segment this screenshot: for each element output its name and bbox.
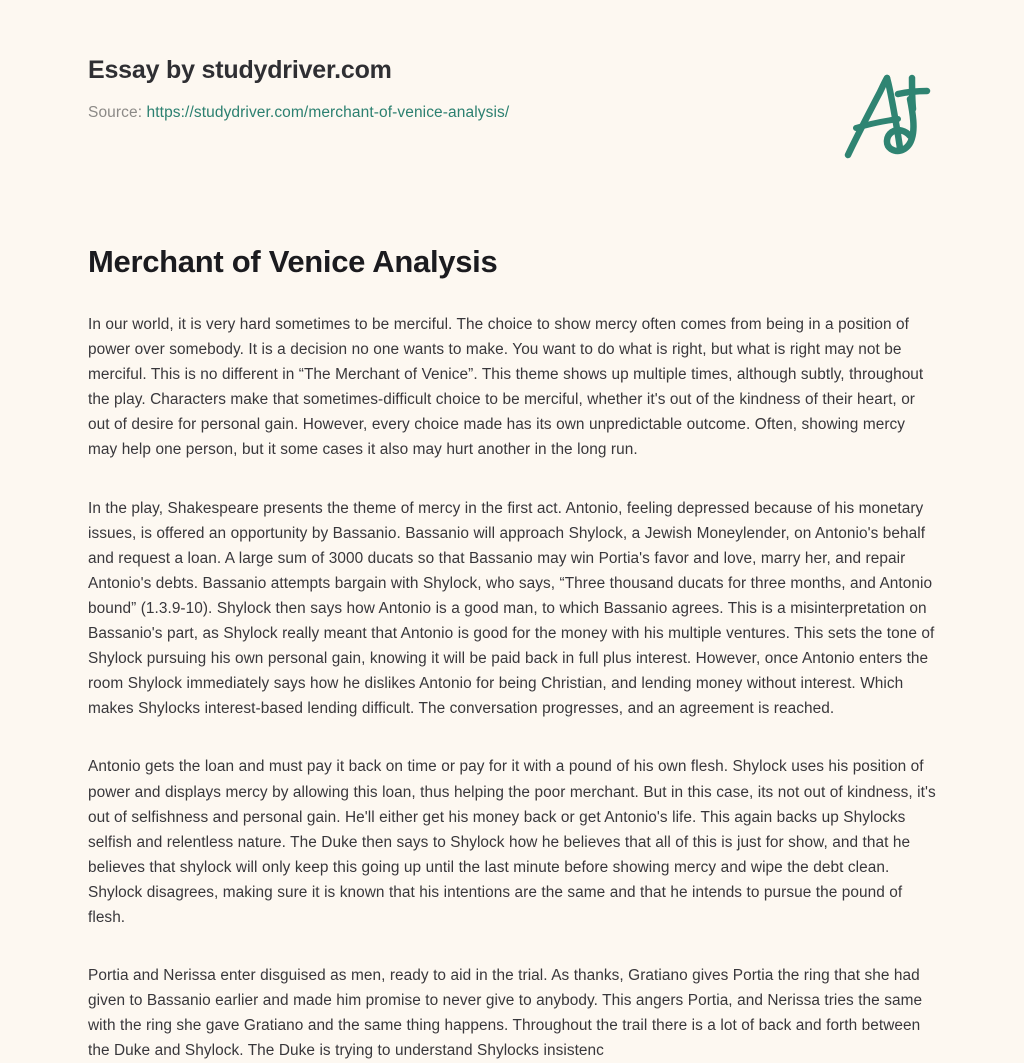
source-line (88, 103, 936, 123)
essay-paragraph: Antonio gets the loan and must pay it back on time or pay for it with a pound of his own flesh. Shylock uses his position of power and displays mercy by allowing this loan, thus helping the poor merchant. But in this case, its not out of kindness, it's out of selfishness and personal gain. He'll either get his money back or get Antonio's life. This again backs up Shylocks selfish and relentless nature. The Duke then says to Shylock how he believes that all of this is just for show, and that he believes that shylock will only keep this going up until the last minute before showing mercy and wipe the debt clean. Shylock disagrees, making sure it is known that his intentions are the same and that he intends to pursue the pound of flesh. (88, 758, 936, 926)
source-url-link[interactable]: https://studydriver.com/merchant-of-venice-analysis/ (146, 104, 510, 121)
essay-paragraph: In our world, it is very hard sometimes to be merciful. The choice to show mercy often comes from being in a position of power over somebody. It is a decision no one wants to make. You want to do what is right, but what is right may not be merciful. This is no different in “The Merchant of Venice”. This theme shows up multiple times, although subtly, throughout the play. Characters make that sometimes-difficult choice to be merciful, whether it's out of the kindness of their heart, or out of desire for personal gain. However, every choice made has its own unpredictable outcome. Often, showing mercy may help one person, but it some cases it also may hurt another in the long run. (88, 316, 924, 459)
a-plus-logo-icon (836, 66, 940, 170)
page-header (88, 55, 936, 185)
brand-heading: Essay by studydriver.com (88, 56, 392, 84)
page-title: Merchant of Venice Analysis (88, 244, 498, 279)
essay-paragraph: In the play, Shakespeare presents the theme of mercy in the first act. Antonio, feeling depressed because of his monetary issues, is offered an opportunity by Bassanio. Bassanio will approach Shylock, a Jewish Moneylender, on Antonio's behalf and request a loan. A large sum of 3000 ducats so that Bassanio may win Portia's favor and love, marry her, and repair Antonio's debts. Bassanio attempts bargain with Shylock, who says, “Three thousand ducats for three months, and Antonio bound” (1.3.9-10). Shylock then says how Antonio is a good man, to which Bassanio agrees. This is a misinterpretation on Bassanio's part, as Shylock really meant that Antonio is good for the money with his multiple ventures. This sets the tone of Shylock pursuing his own personal gain, knowing it will be paid back in full plus interest. However, once Antonio enters the room Shylock immediately says how he dislikes Antonio for being Christian, and lending money without interest. Which makes Shylocks interest-based lending difficult. The conversation progresses, and an agreement is reached. (88, 499, 935, 718)
essay-body (88, 312, 936, 1063)
source-label: Source: (88, 104, 143, 121)
essay-paragraph: Portia and Nerissa enter disguised as men, ready to aid in the trial. As thanks, Gratiano gives Portia the ring that she had given to Bassanio earlier and made him promise to never give to anybody. This angers Portia, and Nerissa tries the same with the ring she gave Gratiano and the same thing happens. Throughout the trail there is a lot of back and forth between the Duke and Shylock. The Duke is trying to understand Shylocks insistenc (88, 967, 923, 1060)
